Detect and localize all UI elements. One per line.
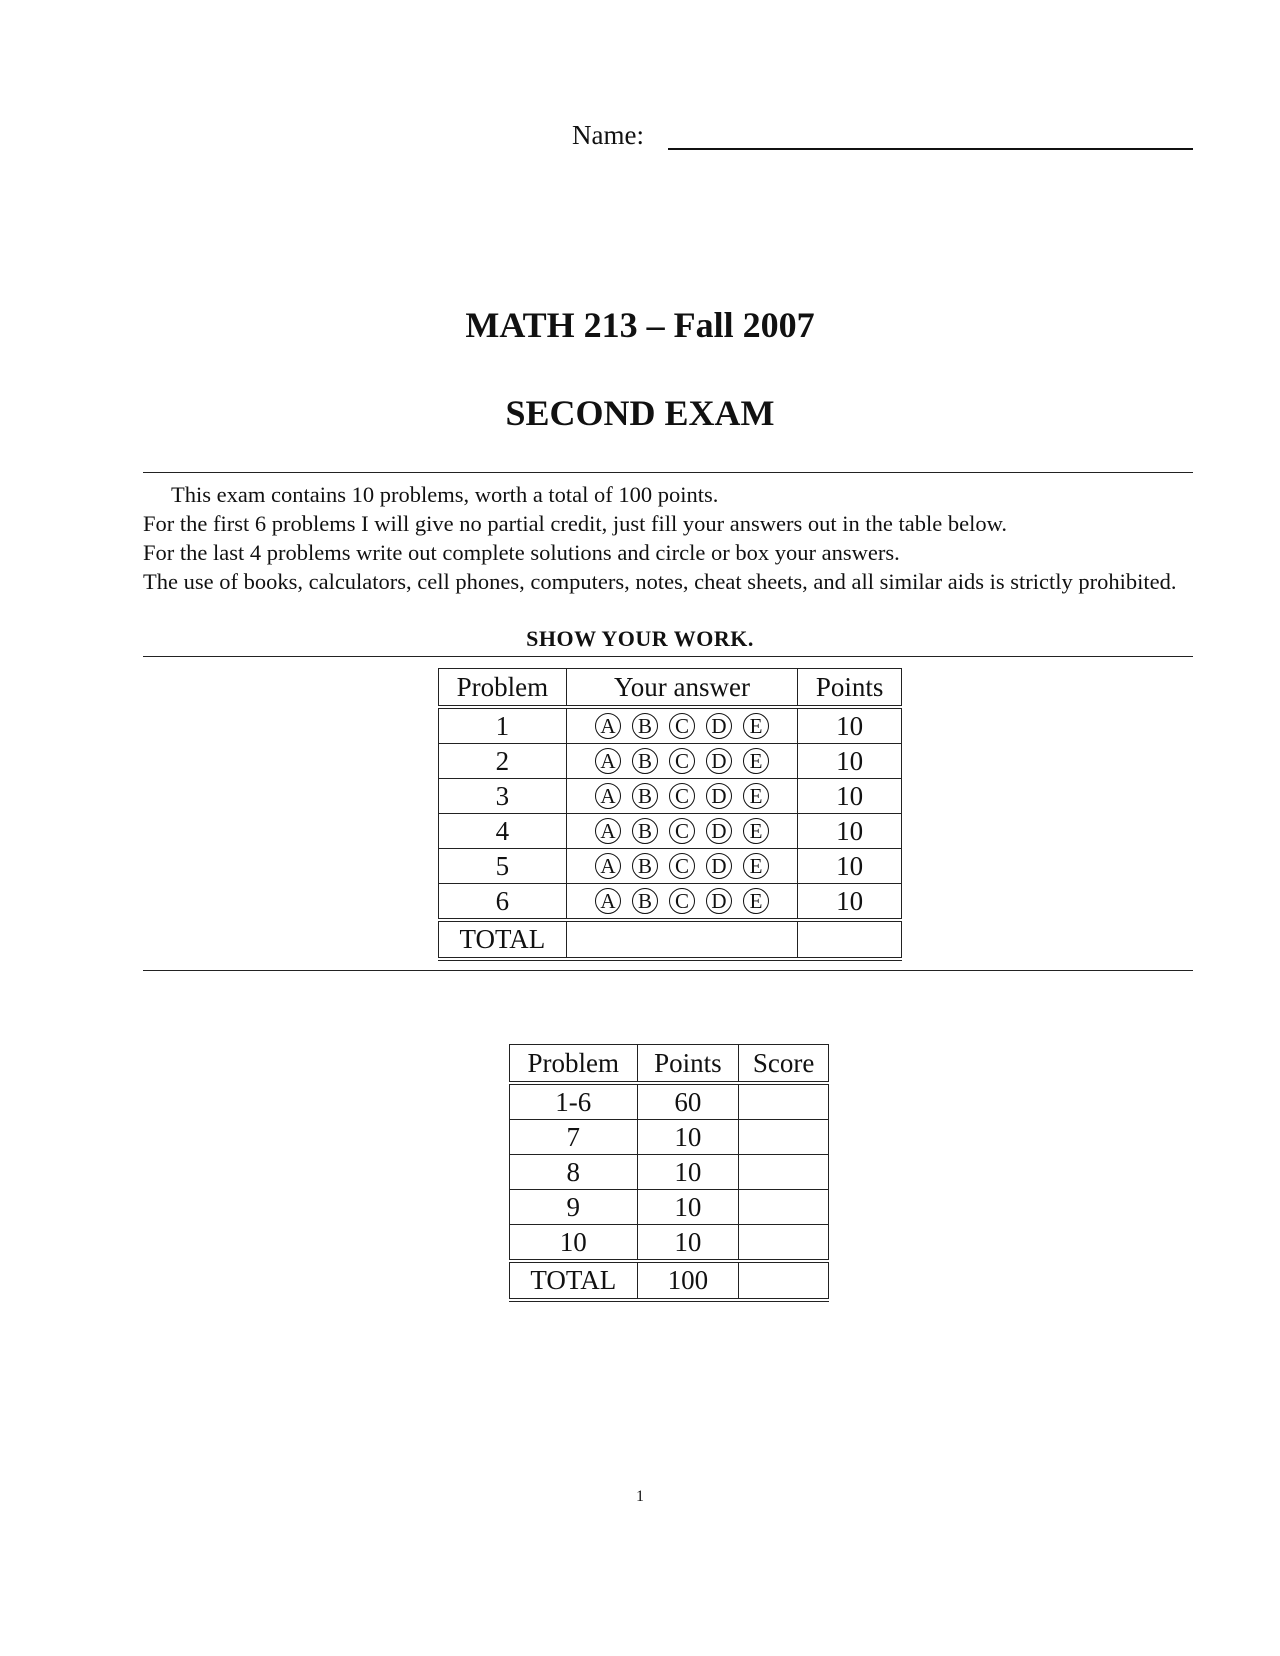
header-score: Score xyxy=(739,1045,829,1084)
middle-divider xyxy=(143,656,1193,657)
problem-number: 8 xyxy=(510,1155,638,1190)
score-table-header xyxy=(510,1045,829,1084)
total-points: 100 xyxy=(637,1261,739,1300)
choice-b-bubble[interactable]: B xyxy=(632,713,658,739)
problem-number: 4 xyxy=(439,814,567,849)
choice-a-bubble[interactable]: A xyxy=(595,818,621,844)
choice-b-bubble[interactable]: B xyxy=(632,853,658,879)
total-answer-cell xyxy=(566,920,797,959)
problem-points: 10 xyxy=(798,744,902,779)
problem-points: 60 xyxy=(637,1083,739,1120)
problem-points: 10 xyxy=(637,1190,739,1225)
problem-points: 10 xyxy=(798,707,902,744)
score-cell[interactable] xyxy=(739,1155,829,1190)
total-label: TOTAL xyxy=(510,1261,638,1300)
problem-number: 1 xyxy=(439,707,567,744)
answer-choices xyxy=(566,744,797,779)
choice-e-bubble[interactable]: E xyxy=(743,748,769,774)
choice-e-bubble[interactable]: E xyxy=(743,888,769,914)
name-field[interactable] xyxy=(668,148,1193,150)
choice-c-bubble[interactable]: C xyxy=(669,713,695,739)
choice-d-bubble[interactable]: D xyxy=(706,853,732,879)
score-cell[interactable] xyxy=(739,1120,829,1155)
score-cell[interactable] xyxy=(739,1225,829,1262)
instruction-line-3: For the last 4 problems write out complete solutions and circle or box your answers. xyxy=(143,540,900,565)
instruction-line-1: This exam contains 10 problems, worth a total of 100 points. xyxy=(171,482,719,507)
show-work-notice: SHOW YOUR WORK. xyxy=(526,626,754,651)
instruction-line-4: The use of books, calculators, cell phones, computers, notes, cheat sheets, and all similar aids is strictly prohibited. xyxy=(143,569,1177,594)
choice-a-bubble[interactable]: A xyxy=(595,853,621,879)
answer-total-row xyxy=(439,920,902,959)
header-problem: Problem xyxy=(510,1045,638,1084)
choice-e-bubble[interactable]: E xyxy=(743,713,769,739)
choice-b-bubble[interactable]: B xyxy=(632,748,658,774)
header-points: Points xyxy=(798,669,902,708)
problem-points: 10 xyxy=(798,814,902,849)
problem-points: 10 xyxy=(798,779,902,814)
problem-number: 9 xyxy=(510,1190,638,1225)
score-row xyxy=(510,1190,829,1225)
choice-c-bubble[interactable]: C xyxy=(669,748,695,774)
choice-e-bubble[interactable]: E xyxy=(743,853,769,879)
answer-row xyxy=(439,814,902,849)
header-your-answer: Your answer xyxy=(566,669,797,708)
choice-a-bubble[interactable]: A xyxy=(595,783,621,809)
instructions xyxy=(143,480,1193,596)
answer-row xyxy=(439,744,902,779)
problem-number: 10 xyxy=(510,1225,638,1262)
answer-row xyxy=(439,779,902,814)
problem-points: 10 xyxy=(798,884,902,921)
header-problem: Problem xyxy=(439,669,567,708)
answer-row xyxy=(439,849,902,884)
problem-number: 2 xyxy=(439,744,567,779)
answer-table-header xyxy=(439,669,902,708)
total-points-cell[interactable] xyxy=(798,920,902,959)
choice-b-bubble[interactable]: B xyxy=(632,818,658,844)
answer-choices xyxy=(566,707,797,744)
problem-number: 1-6 xyxy=(510,1083,638,1120)
answer-row xyxy=(439,884,902,921)
problem-points: 10 xyxy=(798,849,902,884)
header-points: Points xyxy=(637,1045,739,1084)
page-number: 1 xyxy=(636,1488,644,1505)
score-row xyxy=(510,1155,829,1190)
instruction-line-2: For the first 6 problems I will give no partial credit, just fill your answers out in the table below. xyxy=(143,511,1007,536)
choice-d-bubble[interactable]: D xyxy=(706,783,732,809)
answer-choices xyxy=(566,779,797,814)
total-score-cell[interactable] xyxy=(739,1261,829,1300)
choice-e-bubble[interactable]: E xyxy=(743,783,769,809)
problem-number: 7 xyxy=(510,1120,638,1155)
problem-number: 3 xyxy=(439,779,567,814)
problem-points: 10 xyxy=(637,1120,739,1155)
problem-points: 10 xyxy=(637,1155,739,1190)
score-row xyxy=(510,1225,829,1262)
score-total-row xyxy=(510,1261,829,1300)
choice-d-bubble[interactable]: D xyxy=(706,713,732,739)
choice-b-bubble[interactable]: B xyxy=(632,888,658,914)
top-divider xyxy=(143,472,1193,473)
choice-c-bubble[interactable]: C xyxy=(669,783,695,809)
name-label: Name: xyxy=(572,120,644,150)
course-title: MATH 213 – Fall 2007 xyxy=(465,305,815,345)
choice-a-bubble[interactable]: A xyxy=(595,713,621,739)
choice-c-bubble[interactable]: C xyxy=(669,853,695,879)
exam-title: SECOND EXAM xyxy=(505,393,775,433)
choice-d-bubble[interactable]: D xyxy=(706,818,732,844)
choice-d-bubble[interactable]: D xyxy=(706,888,732,914)
bottom-divider xyxy=(143,970,1193,971)
problem-number: 6 xyxy=(439,884,567,921)
choice-a-bubble[interactable]: A xyxy=(595,748,621,774)
choice-d-bubble[interactable]: D xyxy=(706,748,732,774)
score-cell[interactable] xyxy=(739,1190,829,1225)
score-table xyxy=(509,1044,829,1302)
score-cell[interactable] xyxy=(739,1083,829,1120)
choice-e-bubble[interactable]: E xyxy=(743,818,769,844)
score-row xyxy=(510,1120,829,1155)
choice-a-bubble[interactable]: A xyxy=(595,888,621,914)
choice-c-bubble[interactable]: C xyxy=(669,888,695,914)
choice-c-bubble[interactable]: C xyxy=(669,818,695,844)
problem-points: 10 xyxy=(637,1225,739,1262)
problem-number: 5 xyxy=(439,849,567,884)
answer-table xyxy=(438,668,902,961)
answer-choices xyxy=(566,884,797,921)
answer-row xyxy=(439,707,902,744)
score-row xyxy=(510,1083,829,1120)
answer-choices xyxy=(566,814,797,849)
total-label: TOTAL xyxy=(439,920,567,959)
choice-b-bubble[interactable]: B xyxy=(632,783,658,809)
answer-choices xyxy=(566,849,797,884)
